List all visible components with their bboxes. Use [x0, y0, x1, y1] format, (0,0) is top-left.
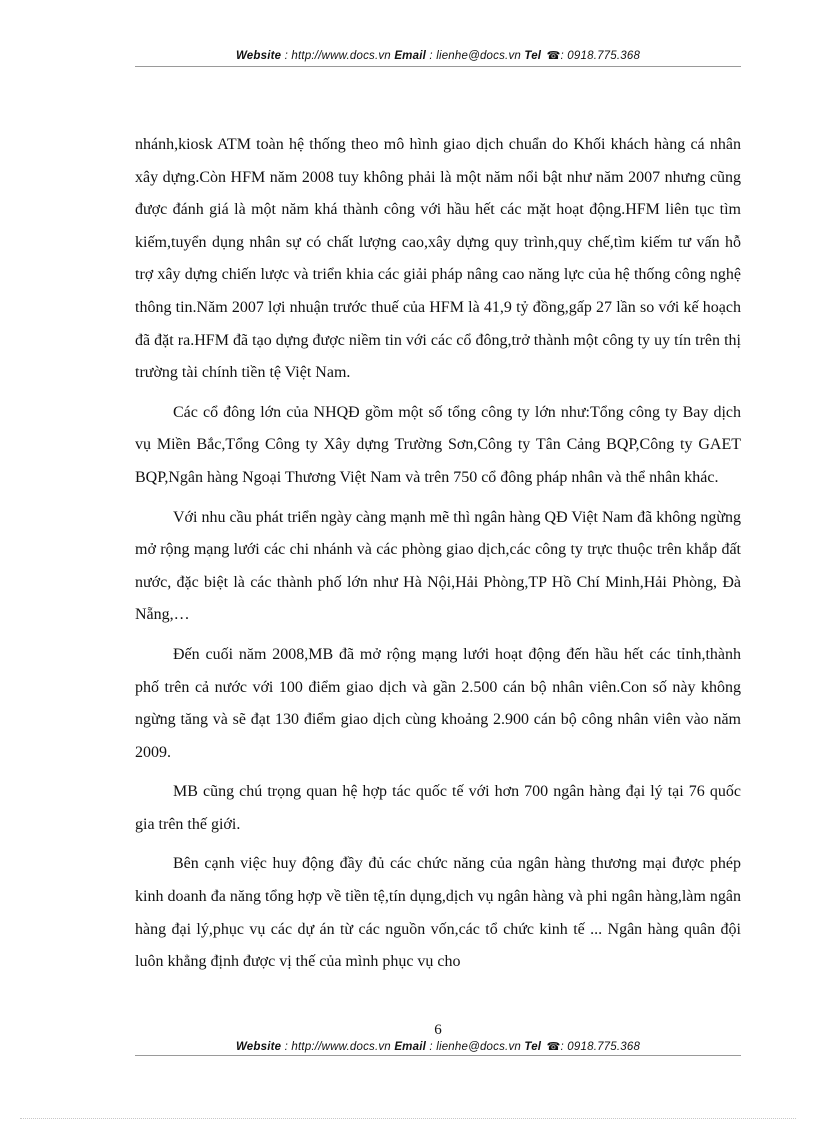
page-footer [135, 1040, 741, 1053]
body-paragraph: Bên cạnh việc huy động đầy đủ các chức năng của ngân hàng thương mại được phép kinh doanh đa năng tổng hợp về tiền tệ,tín dụng,dịch vụ ngân hàng và phi ngân hàng,làm ngân hàng đại lý,phục vụ các dự án từ các nguồn vốn,các tổ chức kinh tế ... Ngân hàng quân đội luôn khẳng định được vị thế của mình phục vụ cho [135, 855, 741, 971]
footer-tel-label: Tel [524, 1041, 542, 1053]
footer-divider [135, 1055, 741, 1056]
footer-website-link[interactable]: : http://www.docs.vn [284, 1041, 391, 1053]
body-paragraph: Các cổ đông lớn của NHQĐ gồm một số tổng công ty lớn như:Tổng công ty Bay dịch vụ Miền Bắc,Tổng Công ty Xây dựng Trường Sơn,Công ty Tân Cảng BQP,Công ty GAET BQP,Ngân hàng Ngoại Thương Việt Nam và trên 750 cổ đông pháp nhân và thể nhân khác. [135, 403, 741, 486]
page-header [135, 49, 741, 62]
body-paragraph: Đến cuối năm 2008,MB đã mở rộng mạng lưới hoạt động đến hầu hết các tỉnh,thành phố trên cả nước với 100 điểm giao dịch và gần 2.500 cán bộ nhân viên.Con số này không ngừng tăng và sẽ đạt 130 điểm giao dịch cùng khoảng 2.900 cán bộ công nhân viên vào năm 2009. [135, 645, 741, 761]
phone-icon: ☎ [546, 50, 561, 62]
page-bottom-dotted-line [20, 1118, 796, 1119]
body-paragraph: nhánh,kiosk ATM toàn hệ thống theo mô hình giao dịch chuẩn do Khối khách hàng cá nhân xây dựng.Còn HFM năm 2008 tuy không phải là một năm nổi bật như năm 2007 nhưng cũng được đánh giá là một năm khá thành công với hầu hết các mặt hoạt động.HFM liên tục tìm kiếm,tuyển dụng nhân sự có chất lượng cao,xây dựng quy trình,quy chế,tìm kiếm tư vấn hỗ trợ xây dựng chiến lược và triển khia các giải pháp nâng cao năng lực của hệ thống công nghệ thông tin.Năm 2007 lợi nhuận trước thuế của HFM là 41,9 tỷ đồng,gấp 27 lần so với kế hoạch đã đặt ra.HFM đã tạo dựng được niềm tin với các cổ đông,trở thành một công ty uy tín trên thị trường tài chính tiền tệ Việt Nam. [135, 136, 741, 382]
body-paragraph: MB cũng chú trọng quan hệ hợp tác quốc tế với hơn 700 ngân hàng đại lý tại 76 quốc gia trên thế giới. [135, 783, 741, 833]
header-website-label: Website [235, 50, 282, 62]
footer-website-label: Website [235, 1041, 282, 1053]
phone-icon: ☎ [546, 1041, 561, 1053]
page-number: 6 [434, 1022, 442, 1038]
body-paragraph: Với nhu cầu phát triển ngày càng mạnh mẽ thì ngân hàng QĐ Việt Nam đã không ngừng mở rộng mạng lưới các chi nhánh và các phòng giao dịch,các công ty trực thuộc trên khắp đất nước, đặc biệt là các thành phố lớn như Hà Nội,Hải Phòng,TP Hồ Chí Minh,Hải Phòng, Đà Nẵng,… [135, 508, 741, 624]
header-tel-value: : 0918.775.368 [560, 50, 641, 62]
document-body [135, 129, 741, 986]
header-divider [135, 66, 741, 67]
footer-email-link[interactable]: : lienhe@docs.vn [429, 1041, 521, 1053]
footer-email-label: Email [394, 1041, 426, 1053]
header-email-link[interactable]: : lienhe@docs.vn [429, 50, 521, 62]
header-website-link[interactable]: : http://www.docs.vn [284, 50, 391, 62]
header-email-label: Email [394, 50, 426, 62]
footer-tel-value: : 0918.775.368 [560, 1041, 641, 1053]
header-tel-label: Tel [524, 50, 542, 62]
